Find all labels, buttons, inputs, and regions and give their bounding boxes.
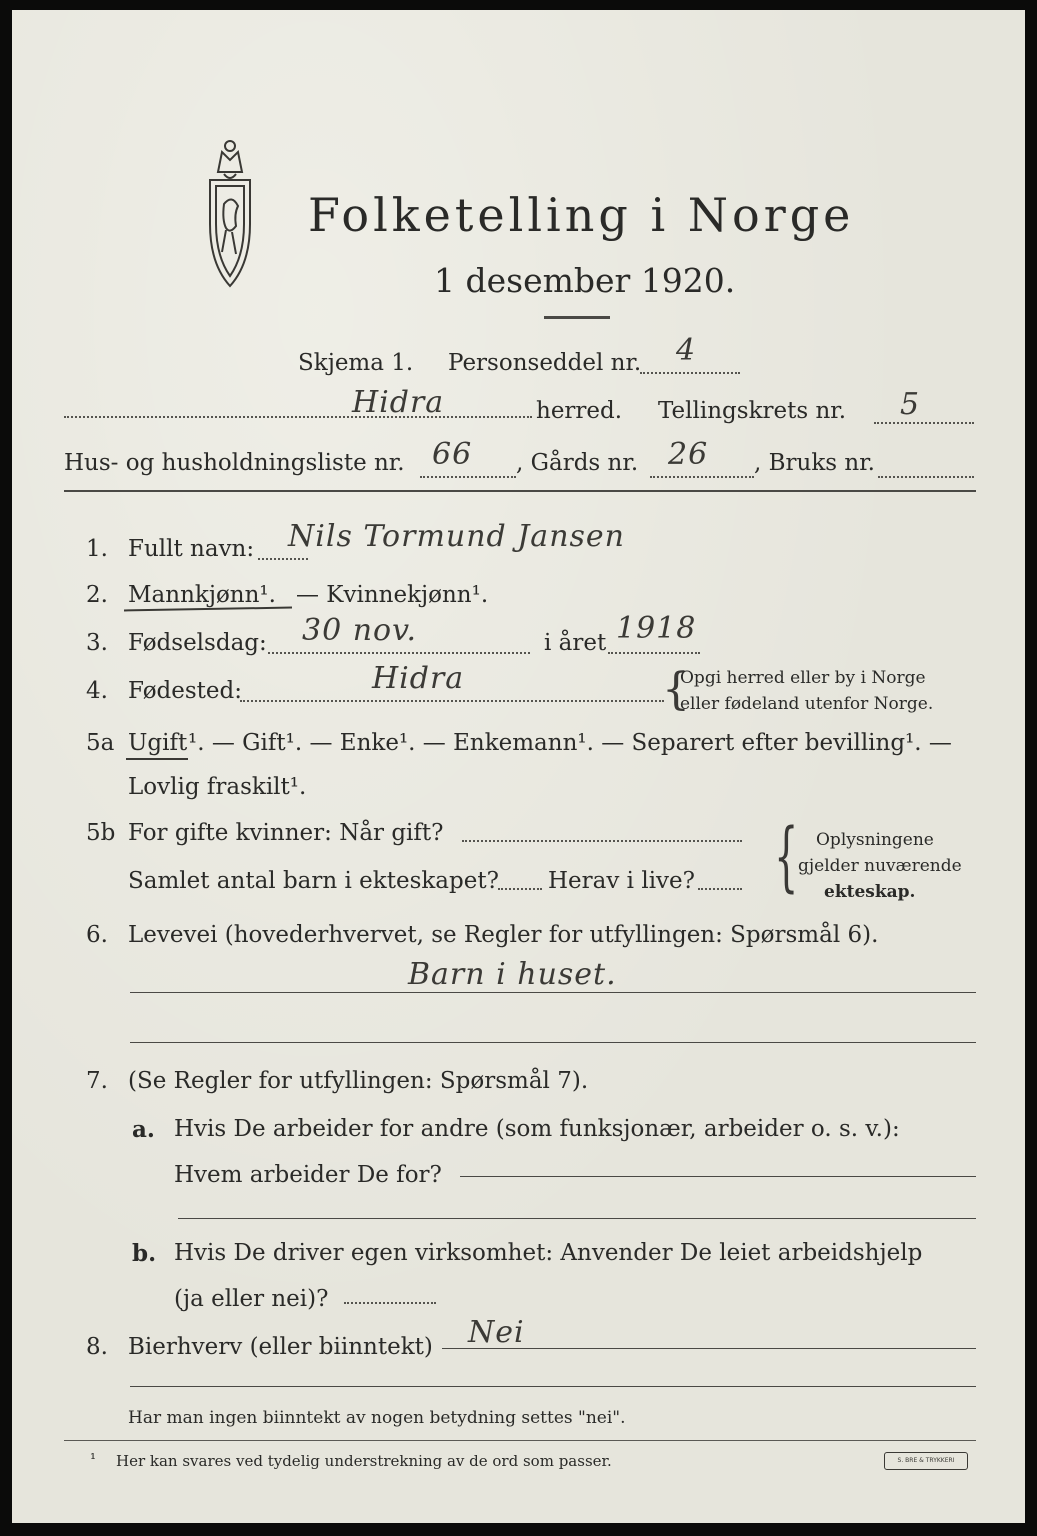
q5b-note-3: ekteskap. — [824, 882, 916, 902]
personseddel-dots — [640, 372, 740, 374]
q6-number: 6. — [86, 922, 108, 948]
form-title: Folketelling i Norge — [308, 188, 855, 242]
q3-value: 30 nov. — [302, 613, 418, 648]
q8-value: Nei — [468, 1315, 525, 1350]
q4-note-1: Opgi herred eller by i Norge — [680, 668, 926, 688]
gards-label: , Gårds nr. — [516, 450, 639, 476]
q2-kvinne: — Kvinnekjønn¹. — [296, 582, 489, 608]
q3-label: Fødselsdag: — [128, 630, 267, 656]
q5b-note-2: gjelder nuværende — [798, 856, 962, 876]
q7a-label-2: Hvem arbeider De for? — [174, 1162, 442, 1188]
herred-value: Hidra — [352, 385, 445, 420]
skjema-label: Skjema 1. — [298, 350, 414, 376]
herred-label: herred. — [536, 398, 623, 424]
header-rule — [64, 490, 976, 492]
q1-value: Nils Tormund Jansen — [288, 519, 625, 554]
q7b-label: Hvis De driver egen virksomhet: Anvender De leiet arbeidshjelp — [174, 1240, 923, 1266]
printer-stamp — [884, 1452, 968, 1470]
q5a-number: 5a — [86, 730, 115, 756]
q5b-label-2: Samlet antal barn i ekteskapet? — [128, 868, 499, 894]
q7b-label-2: (ja eller nei)? — [174, 1286, 329, 1312]
q3-aret-value: 1918 — [616, 611, 697, 646]
q7b-letter: b. — [132, 1240, 157, 1267]
bruks-label: , Bruks nr. — [754, 450, 875, 476]
q1-dots — [258, 558, 308, 560]
census-form — [12, 10, 1025, 1523]
q5b-dots-1 — [462, 840, 742, 842]
q7-label: (Se Regler for utfyllingen: Spørsmål 7). — [128, 1068, 589, 1094]
bruks-dots — [878, 476, 974, 478]
q8-label: Bierhverv (eller biinntekt) — [128, 1334, 433, 1360]
q5b-label-3: Herav i live? — [548, 868, 695, 894]
q4-number: 4. — [86, 678, 108, 704]
q6-label: Levevei (hovederhvervet, se Regler for utfyllingen: Spørsmål 6). — [128, 922, 879, 948]
q4-label: Fødested: — [128, 678, 243, 704]
printer-stamp-text: S. BRE & TRYKKERI — [897, 1457, 955, 1464]
q5b-note-1: Oplysningene — [816, 830, 934, 850]
q5b-label-1: For gifte kvinner: Når gift? — [128, 820, 444, 846]
q5b-brace: { — [774, 811, 799, 900]
footer-note: Har man ingen biinntekt av nogen betydning settes "nei". — [128, 1408, 626, 1428]
personseddel-label: Personseddel nr. — [448, 350, 642, 376]
q8-line-2 — [130, 1386, 976, 1387]
q5a-underline — [126, 758, 188, 760]
q5b-dots-2 — [498, 888, 542, 890]
q4-brace: { — [662, 664, 690, 715]
q7b-dots — [344, 1302, 436, 1304]
q1-number: 1. — [86, 536, 108, 562]
q2-mann: Mannkjønn¹. — [128, 582, 276, 608]
q4-note-2: eller fødeland utenfor Norge. — [680, 694, 934, 714]
q6-line-1 — [130, 992, 976, 993]
q5b-number: 5b — [86, 820, 116, 846]
title-divider — [544, 316, 610, 319]
q7a-letter: a. — [132, 1116, 155, 1143]
q5a-ugift: Ugift — [128, 730, 188, 756]
q7a-line-2 — [178, 1218, 976, 1219]
q5b-dots-3 — [698, 888, 742, 890]
q7a-line-1 — [460, 1176, 976, 1177]
tellingskrets-value: 5 — [900, 387, 921, 422]
census-date: 1 desember 1920. — [434, 261, 736, 300]
q4-value: Hidra — [372, 661, 465, 696]
q4-dots — [240, 700, 664, 702]
q6-line-2 — [130, 1042, 976, 1043]
q1-label: Fullt navn: — [128, 536, 255, 562]
footnote-text: Her kan svares ved tydelig understrekning av de ord som passer. — [116, 1452, 612, 1470]
q5a-line-2: Lovlig fraskilt¹. — [128, 774, 307, 800]
herred-dots — [64, 416, 532, 418]
personseddel-value: 4 — [676, 333, 697, 368]
gards-value: 26 — [668, 437, 709, 472]
q7a-label: Hvis De arbeider for andre (som funksjonær, arbeider o. s. v.): — [174, 1116, 900, 1142]
q7-number: 7. — [86, 1068, 108, 1094]
footnote-mark: ¹ — [90, 1450, 97, 1468]
footer-divider — [64, 1440, 976, 1441]
husliste-value: 66 — [432, 437, 473, 472]
q5a-options: ¹. — Gift¹. — Enke¹. — Enkemann¹. — Separert efter bevilling¹. — — [188, 730, 952, 756]
gards-dots — [650, 476, 754, 478]
coat-of-arms-icon — [188, 134, 272, 292]
q6-value: Barn i huset. — [408, 957, 617, 992]
q8-line-1 — [442, 1348, 976, 1349]
husliste-label: Hus- og husholdningsliste nr. — [64, 450, 405, 476]
q2-number: 2. — [86, 582, 108, 608]
husliste-dots — [420, 476, 516, 478]
q3-aret-label: i året — [544, 630, 607, 656]
q8-number: 8. — [86, 1334, 108, 1360]
q3-dots — [268, 652, 530, 654]
q3-number: 3. — [86, 630, 108, 656]
q3-aret-dots — [608, 652, 700, 654]
tellingskrets-label: Tellingskrets nr. — [658, 398, 847, 424]
tellingskrets-dots — [874, 422, 974, 424]
